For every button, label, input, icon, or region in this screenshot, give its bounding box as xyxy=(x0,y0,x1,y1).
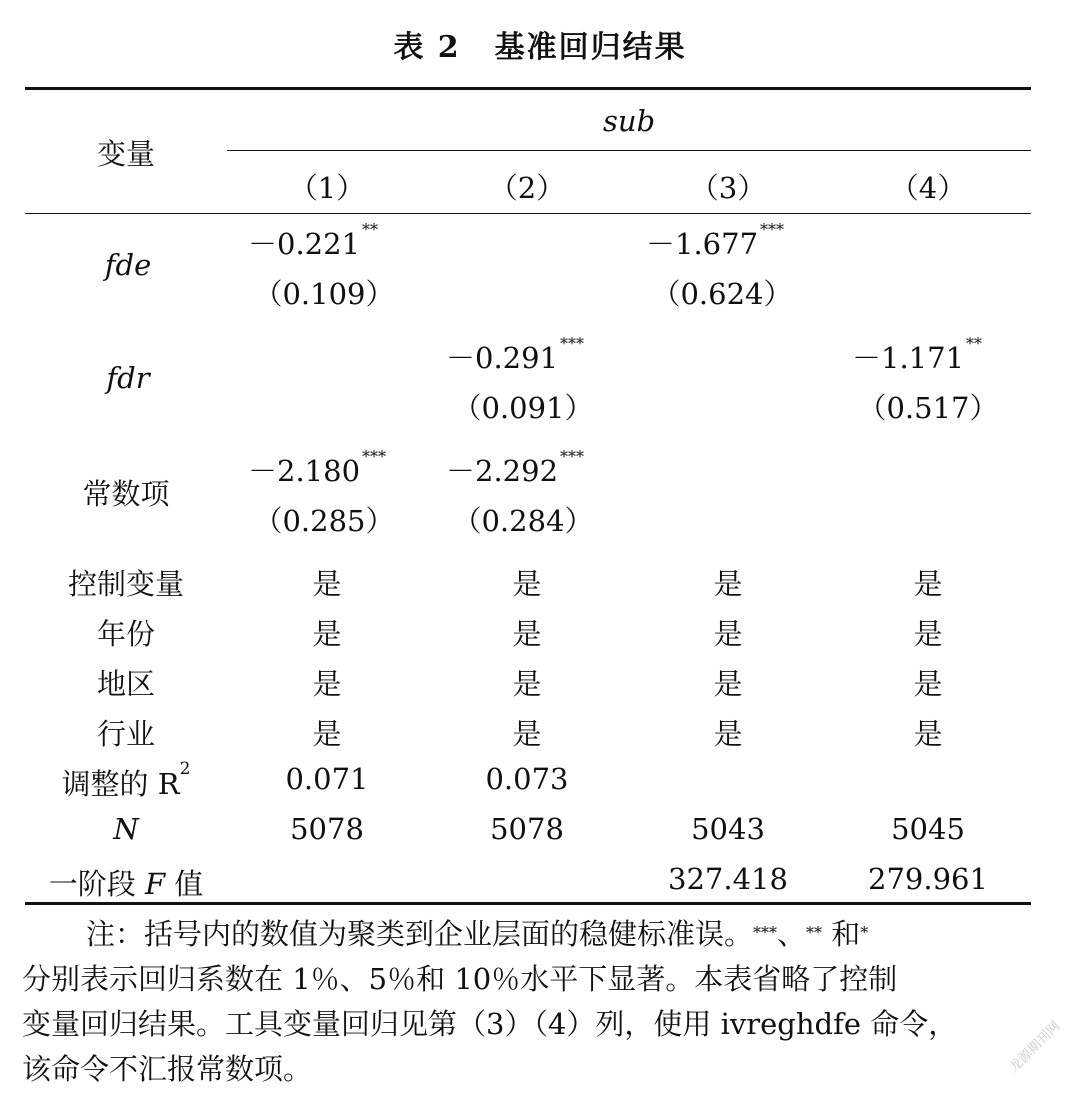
note-line-4: 该命令不汇报常数项。 xyxy=(22,1052,313,1086)
adj-r2-value-2: 0.073 xyxy=(485,762,569,796)
header-sub-rule xyxy=(227,150,1031,151)
industry-value-4: 是 xyxy=(913,717,943,751)
note-line-2: 分别表示回归系数在 1％、5％和 10％水平下显著。本表省略了控制 xyxy=(22,962,898,996)
row-label-fde: fde xyxy=(104,248,152,282)
column-header-1: （1） xyxy=(288,171,366,205)
fdr-se-2: （0.091） xyxy=(452,391,594,425)
column-header-4: （4） xyxy=(889,171,967,205)
column-header-2: （2） xyxy=(488,171,566,205)
table-title xyxy=(0,22,1080,66)
row-label-adj-r2: 调整的 $R^2$ xyxy=(61,759,191,801)
row-label-constant: 常数项 xyxy=(82,477,170,511)
industry-value-3: 是 xyxy=(713,717,743,751)
fde-coef-1: －0.221 ** xyxy=(248,220,379,261)
fde-se-1: （0.109） xyxy=(253,277,395,311)
top-rule xyxy=(25,87,1031,90)
row-label-fdr: fdr xyxy=(106,361,150,395)
n-value-4: 5045 xyxy=(891,812,965,846)
header-variable-label: 变量 xyxy=(96,137,156,171)
n-value-1: 5078 xyxy=(290,812,364,846)
const-se-2: （0.284） xyxy=(452,504,594,538)
table-number: 表 2 xyxy=(393,30,461,65)
industry-value-1: 是 xyxy=(312,717,342,751)
controls-value-1: 是 xyxy=(312,567,342,601)
row-label-controls: 控制变量 xyxy=(67,567,185,601)
controls-value-4: 是 xyxy=(913,567,943,601)
table-note xyxy=(22,912,1042,1092)
note-line-3: 变量回归结果。工具变量回归见第（3）（4）列，使用 ivreghdfe 命令， xyxy=(22,1007,958,1041)
controls-value-2: 是 xyxy=(512,567,542,601)
controls-value-3: 是 xyxy=(713,567,743,601)
year-value-4: 是 xyxy=(913,617,943,651)
n-value-2: 5078 xyxy=(490,812,564,846)
first-stage-f-value-4: 279.961 xyxy=(868,862,988,896)
region-value-4: 是 xyxy=(913,667,943,701)
const-coef-1: －2.180 *** xyxy=(248,447,387,488)
fde-coef-3: －1.677 *** xyxy=(646,220,785,261)
year-value-3: 是 xyxy=(713,617,743,651)
note-line-1: 注：括号内的数值为聚类到企业层面的稳健标准误。***、** 和* xyxy=(86,917,869,951)
first-stage-f-value-3: 327.418 xyxy=(668,862,788,896)
header-dep-var: sub xyxy=(602,104,656,138)
region-value-2: 是 xyxy=(512,667,542,701)
fde-se-3: （0.624） xyxy=(651,277,793,311)
row-label-year: 年份 xyxy=(96,617,156,651)
const-coef-2: －2.292 *** xyxy=(446,447,585,488)
fdr-coef-4: －1.171 ** xyxy=(852,334,983,375)
row-label-industry: 行业 xyxy=(96,717,156,751)
column-header-3: （3） xyxy=(689,171,767,205)
row-label-first-stage-f: 一阶段 F 值 xyxy=(48,867,204,901)
year-value-2: 是 xyxy=(512,617,542,651)
table-caption: 基准回归结果 xyxy=(494,30,687,65)
row-label-n: N xyxy=(113,812,139,846)
year-value-1: 是 xyxy=(312,617,342,651)
adj-r2-value-1: 0.071 xyxy=(285,762,369,796)
row-label-region: 地区 xyxy=(96,667,156,701)
fdr-se-4: （0.517） xyxy=(857,391,999,425)
const-se-1: （0.285） xyxy=(253,504,395,538)
n-value-3: 5043 xyxy=(691,812,765,846)
watermark: 龙源期刊网 xyxy=(1006,1018,1064,1076)
header-bottom-rule xyxy=(25,213,1031,214)
fdr-coef-2: －0.291 *** xyxy=(446,334,585,375)
region-value-1: 是 xyxy=(312,667,342,701)
region-value-3: 是 xyxy=(713,667,743,701)
industry-value-2: 是 xyxy=(512,717,542,751)
